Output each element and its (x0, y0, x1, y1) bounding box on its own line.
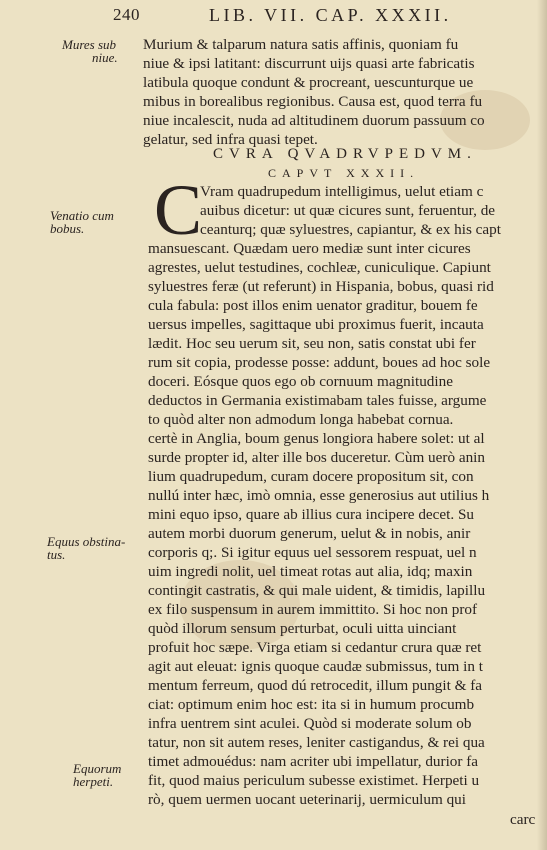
text-line: rum sit copia, prodesse posse: addunt, boues ad hoc sole (148, 354, 491, 371)
chapter-number: CAPVT XXXII. (268, 166, 420, 180)
text-line: fit, quod maius periculum subesse existimet. Herpeti u (148, 772, 480, 789)
text-line: Vram quadrupedum intelligimus, uelut etiam c (200, 183, 484, 200)
text-line: nullú inter hæc, imò omnia, esse generosius aut utilius h (148, 487, 490, 504)
text-line: agrestes, uelut testudines, cochleæ, cuniculique. Capiunt (148, 259, 491, 276)
text-line: corporis q;. Si igitur equus uel sessorem respuat, uel n (148, 544, 477, 561)
sidenote-venatio (50, 209, 114, 235)
sidenote-line: Equorum (73, 761, 122, 776)
text-line: lium quadrupedum, curam docere propositum sit, con (148, 468, 474, 485)
sidenote-mures (62, 38, 118, 64)
text-line: mibus in borealibus regionibus. Causa est, quod terra fu (143, 93, 483, 110)
sidenote-line: bobus. (50, 221, 85, 236)
text-line: syluestres feræ (ut referunt) in Hispania, bobus, quasi rid (148, 278, 494, 295)
text-line: lædit. Hoc seu uerum sit, seu non, satis constat ubi fer (148, 335, 476, 352)
text-line: to quòd alter non admodum longa habebat cornua. (148, 411, 454, 428)
text-line: deductos in Germania existimabam tales fuisse, argume (148, 392, 487, 409)
sidenote-line: tus. (47, 547, 66, 562)
text-line: mentum ferreum, quod dú retrocedit, illum pungit & fa (148, 677, 483, 694)
sidenote-line: Mures sub (62, 37, 117, 52)
text-line: profuit hoc sæpe. Virga etiam si cedantur crura quæ ret (148, 639, 482, 656)
sidenote-line: herpeti. (73, 774, 114, 789)
text-line: niue incalescit, nuda ad altitudinem duorum passuum co (143, 112, 485, 129)
text-line: auibus dicetur: ut quæ cicures sunt, feruentur, de (200, 202, 496, 219)
text-line: Murium & talparum natura satis affinis, quoniam fu (143, 36, 459, 53)
text-line: autem morbi duorum generum, uelut & in nobis, anir (148, 525, 471, 542)
text-line: quòd illorum sensum perturbat, oculi uitta uinciant (148, 620, 457, 637)
running-title: LIB. VII. CAP. XXXII. (209, 5, 452, 25)
text-line: ex filo suspensum in aurem immittito. Si hoc non prof (148, 601, 478, 618)
sidenote-line: niue. (92, 50, 118, 65)
chapter-title: CVRA QVADRVPEDVM. (213, 146, 477, 162)
text-line: niue & ipsi latitant: discurrunt uijs quasi arte fabricatis (143, 55, 475, 72)
sidenote-line: Venatio cum (50, 208, 114, 223)
text-line: ceanturq; quæ syluestres, capiantur, & ex his capt (200, 221, 501, 238)
text-line: doceri. Eósque quos ego ob cornuum magnitudine (148, 373, 453, 390)
page-number: 240 (113, 5, 140, 24)
text-line: infra uentrem sint aculei. Quòd si moderate solum ob (148, 715, 472, 732)
sidenote-line: Equus obstina- (47, 534, 126, 549)
text-line: agit aut eleuat: ignis quoque caudæ submissus, tum in t (148, 658, 483, 675)
page-edge-shadow (537, 0, 547, 850)
text-line: certè in Anglia, boum genus longiora habere solet: ut al (148, 430, 485, 447)
text-line: uersus impelles, sagittaque ubi proximus fuerit, incauta (148, 316, 484, 333)
text-line: latibula quoque condunt & procreant, uescunturque ue (143, 74, 474, 91)
text-line: gelatur, sed infra quasi tepet. (143, 131, 318, 148)
text-line: mansuescant. Quædam uero mediæ sunt inter cicures (148, 240, 471, 257)
text-line: ciat: optimum enim hoc est: ita si in humum procumb (148, 696, 475, 713)
drop-capital: C (154, 170, 203, 250)
text-line: rò, quem uermen uocant ueterinarij, uermiculum qui (148, 791, 466, 808)
catchword: carc (510, 811, 536, 828)
text-line: mini equo ipso, quare ab illius cura incipere decet. Su (148, 506, 475, 523)
text-line: cula fabula: post illos enim uenator graditur, bouem fe (148, 297, 478, 314)
text-line: tatur, non sit autem reses, leniter castigandus, & rei qua (148, 734, 485, 751)
sidenote-equorum (73, 762, 121, 788)
text-line: contingit castratis, & qui male uident, & timidis, lapillu (148, 582, 486, 599)
sidenote-equus (47, 535, 125, 561)
text-line: timet admouédus: nam acriter ubi impellatur, durior fa (148, 753, 479, 770)
text-line: uim ingredi nolit, uel timeat rotas aut alia, idq; maxin (148, 563, 473, 580)
text-line: surde propter id, alter ille bos duceretur. Cùm uerò anin (148, 449, 485, 466)
page-header (0, 5, 547, 27)
